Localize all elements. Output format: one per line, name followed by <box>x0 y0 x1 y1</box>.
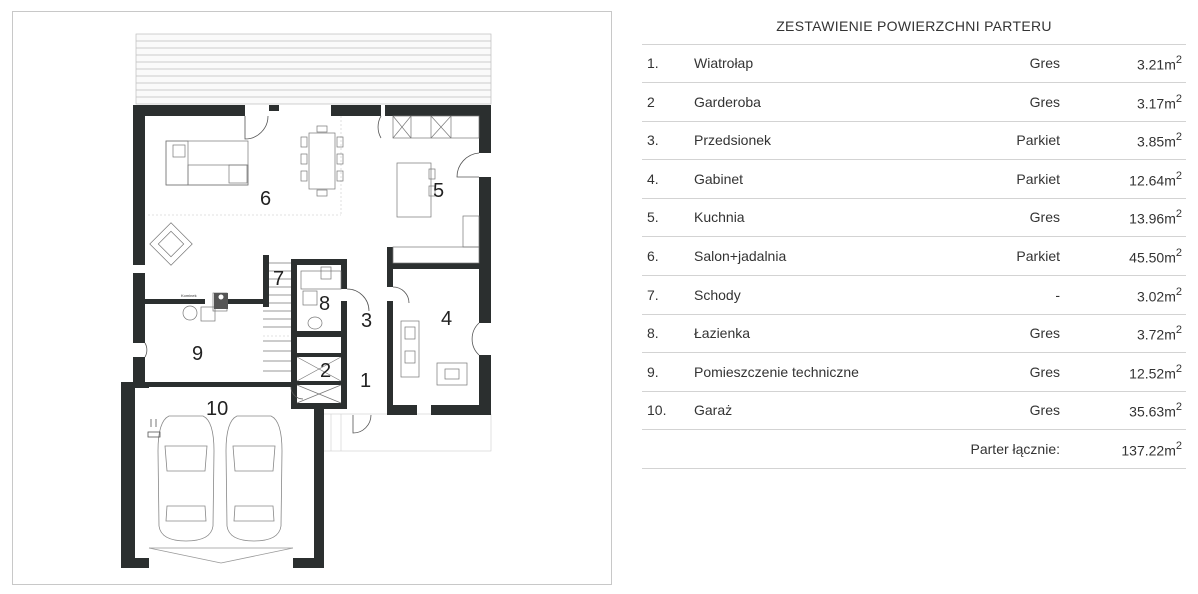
row-number: 9. <box>647 363 659 380</box>
area-value: 3.02 <box>1136 288 1165 305</box>
room-name: Łazienka <box>694 325 751 342</box>
row-number: 2 <box>647 93 655 110</box>
entrance-terrace <box>323 414 491 451</box>
area-value: 3.17 <box>1136 95 1165 112</box>
area-unit: m <box>1164 95 1176 112</box>
table-row <box>642 83 1186 122</box>
area-unit-exponent: 2 <box>1175 362 1182 375</box>
area-value: 35.63 <box>1129 404 1165 421</box>
cars <box>158 416 282 541</box>
room-name: Salon+jadalnia <box>694 248 787 264</box>
row-number: 1. <box>647 55 659 71</box>
room-number-7: 7 <box>273 268 285 290</box>
table-row <box>642 276 1186 315</box>
area-unit: m <box>1164 288 1176 305</box>
floor-type: Parkiet <box>1016 248 1060 264</box>
area-table <box>642 0 1186 594</box>
floor-type: Gres <box>1029 93 1060 110</box>
table-row <box>642 160 1186 199</box>
table-row <box>642 314 1186 353</box>
table-row <box>642 198 1186 237</box>
area-value: 13.96 <box>1129 211 1165 228</box>
table-row <box>642 353 1186 392</box>
area-unit: m <box>1164 365 1176 382</box>
area-unit: m <box>1164 249 1176 266</box>
vent-symbol <box>148 419 160 437</box>
room-number-4: 4 <box>441 308 453 330</box>
room-number-3: 3 <box>361 310 373 332</box>
room-area <box>1137 94 1182 112</box>
table-row <box>642 237 1186 276</box>
floor-type: Gres <box>1029 55 1060 71</box>
room-name: Garaż <box>694 402 733 419</box>
floor-type: Gres <box>1029 402 1060 419</box>
area-unit: m <box>1164 133 1176 150</box>
area-unit: m <box>1164 404 1176 421</box>
area-unit-exponent: 2 <box>1175 401 1182 414</box>
area-unit-exponent: 2 <box>1175 54 1182 66</box>
area-value: 3.85 <box>1136 133 1165 150</box>
room-number-10: 10 <box>206 398 229 420</box>
room-name: Przedsionek <box>694 132 772 149</box>
walls <box>121 105 491 568</box>
area-unit-exponent: 2 <box>1175 131 1182 144</box>
room-number-9: 9 <box>192 343 204 365</box>
room-name: Wiatrołap <box>694 55 754 71</box>
room-number-1: 1 <box>360 370 372 392</box>
room-number-8: 8 <box>319 293 331 315</box>
table-row <box>642 44 1186 83</box>
total-area <box>1121 441 1182 459</box>
room-area <box>1137 325 1182 343</box>
floor-type: Gres <box>1029 363 1060 380</box>
room-number-5: 5 <box>433 180 445 202</box>
kominek-label: Kominek <box>181 293 197 298</box>
area-unit: m <box>1164 56 1176 73</box>
room-area <box>1129 209 1182 227</box>
floor-type: Parkiet <box>1016 170 1060 187</box>
table-total-row <box>642 430 1186 469</box>
floor-plan <box>12 11 612 585</box>
room-number-2: 2 <box>320 360 332 382</box>
room-area <box>1137 55 1182 73</box>
room-area <box>1129 364 1182 382</box>
area-unit: m <box>1164 442 1176 459</box>
floor-type: - <box>1055 286 1060 303</box>
table-row <box>642 121 1186 160</box>
area-unit: m <box>1164 211 1176 228</box>
total-label: Parter łącznie: <box>970 441 1060 457</box>
room-name: Kuchnia <box>694 209 745 226</box>
row-number: 10. <box>647 402 667 419</box>
room-number-6: 6 <box>260 188 272 210</box>
floor-type: Parkiet <box>1016 132 1060 149</box>
total-area-value: 137.22 <box>1121 442 1165 459</box>
room-area <box>1129 171 1182 189</box>
area-unit-exponent: 2 <box>1175 169 1182 182</box>
floor-type: Gres <box>1029 325 1060 342</box>
area-unit: m <box>1164 326 1176 343</box>
garage-door <box>149 548 293 563</box>
floor-type: Gres <box>1029 209 1060 226</box>
area-unit-exponent: 2 <box>1175 247 1182 259</box>
area-unit-exponent: 2 <box>1175 92 1182 105</box>
room-area <box>1137 287 1182 305</box>
area-value: 3.21 <box>1136 56 1165 73</box>
room-name: Gabinet <box>694 170 744 187</box>
floor-plan-drawing <box>13 12 613 586</box>
row-number: 4. <box>647 170 659 187</box>
room-area <box>1137 132 1182 150</box>
row-number: 3. <box>647 132 659 149</box>
room-name: Pomieszczenie techniczne <box>694 363 859 380</box>
row-number: 6. <box>647 248 659 264</box>
area-value: 45.50 <box>1129 249 1165 266</box>
row-number: 8. <box>647 325 659 342</box>
area-value: 12.52 <box>1129 365 1165 382</box>
row-number: 5. <box>647 209 659 226</box>
room-name: Garderoba <box>694 93 761 110</box>
area-unit-exponent: 2 <box>1175 208 1182 221</box>
area-value: 12.64 <box>1129 172 1165 189</box>
terrace-hatch <box>136 34 491 104</box>
area-unit-exponent: 2 <box>1175 324 1182 337</box>
table-title: ZESTAWIENIE POWIERZCHNI PARTERU <box>776 18 1052 34</box>
area-unit-exponent: 2 <box>1175 285 1182 298</box>
row-number: 7. <box>647 286 659 303</box>
room-area <box>1129 402 1182 420</box>
area-value: 3.72 <box>1136 326 1165 343</box>
table-row <box>642 391 1186 430</box>
area-unit: m <box>1164 172 1176 189</box>
room-area <box>1129 248 1182 266</box>
room-name: Schody <box>694 286 741 303</box>
area-unit-exponent: 2 <box>1175 440 1182 452</box>
